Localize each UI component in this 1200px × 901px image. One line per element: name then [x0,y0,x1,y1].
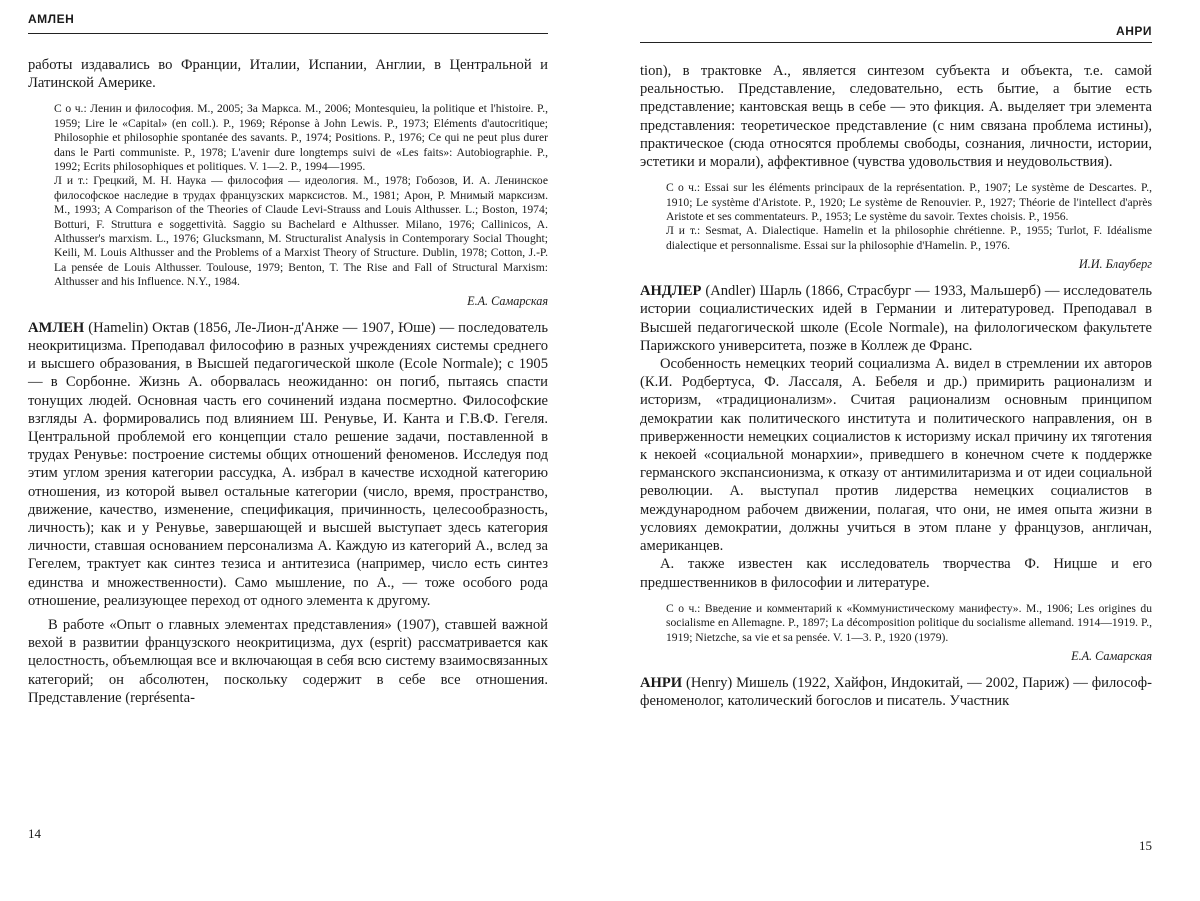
running-header-right: АНРИ [1116,24,1152,38]
henry-paragraph-1: (Henry) Мишель (1922, Хайфон, Индокитай, — 2002, Париж) — философ-феноменолог, католический богослов и писатель. Участник [640,674,1152,710]
andler-author: Е.А. Самарская [1071,648,1152,663]
andler-paragraph-3: А. также известен как исследователь творчества Ф. Ницше и его предшественников в философии и литературе. [640,556,1152,591]
hamelin-literature: Л и т.: Sesmat, A. Dialectique. Hamelin et la philosophie chrétienne. P., 1955; Turlot, F. Idéalisme dialectique et personnalisme. Essai sur la philosophie d'Hamelin. P., 1976. [666,224,1152,252]
page-number-left: 14 [28,826,41,841]
althusser-author: Е.А. Самарская [467,293,548,308]
hamelin-paragraph-1: (Hamelin) Октав (1856, Ле-Лион-д'Анже — 1907, Юше) — последователь неокритицизма. Преподавал философию в разных учреждениях системы среднего и высшего образования, в Высшей педагогической школе (Ecole Normale); с 1905 — в Сорбонне. Жизнь А. оборвалась неожиданно: он погиб, пытаясь спасти тонущих людей. Основная часть его сочинений издана посмертно. Философские взгляды А. формировались под влиянием Ш. Ренувье, И. Канта и Г.В.Ф. Гегеля. Центральной проблемой его концепции стало решение задачи, поставленной в трудах Ренувье: построение системы общих отношений феноменов. Исследуя под этим углом зрения категории рассудка, А. избрал в качестве исходной категорию отношения, из которой вывел остальные категории (число, время, пространство, движение, качество, изменение, спецификация, причинность, целесообразность, личность); как и у Ренувье, завершающей и высшей выступает здесь категория личности, ставшая основанием персонализма А. Каждую из категорий А., вслед за Гегелем, трактует как синтез тезиса и антитезиса (например, число есть синтез единства и множественности). Само мышление, по А., — тоже особого рода отношение, реализующее переход от одного элемента к другому. [28,319,548,609]
althusser-literature: Л и т.: Грецкий, М. Н. Наука — философия — идеология. М., 1978; Гобозов, И. А. Ленинское философское наследие в трудах французских марксистов. М., 1981; Арон, Р. Мнимый марксизм. М., 1993; A Comparison of the Theories of Claude Levi-Strauss and Louis Althusser. L.; Boston, 1974; Botturi, F. Struttura e soggettività. Saggio su Bachelard e Althusser. Milano, 1976; Callinicos, A. Althusser's marxism. L., 1976; Glucksmann, M. Structuralist Analysis in Contemporary Social Thought; Keili, M. Louis Althusser and the Problems of a Marxist Theory of Structure. Dublin, 1978; Cotton, J.-P. La pensée de Louis Althusser. Toulouse, 1979; Benton, T. The Rise and Fall of Structural Marxism: Althusser and his Influence. N.Y., 1984. [54,174,548,289]
andler-headword: АНДЛЕР [640,283,702,300]
right-text-column [640,62,1152,710]
hamelin-headword: АМЛЕН [28,319,85,336]
althusser-works: С о ч.: Ленин и философия. М., 2005; За Маркса. М., 2006; Montesquieu, la politique et l'histoire. P., 1959; Lire le «Capital» (en coll.). P., 1969; Réponse à John Lewis. P., 1973; Eléments d'autocritique; Philosophie et philosophie spontanée des savants. P., 1974; Positions. P., 1976; Ce qui ne peut plus durer dans le Parti communiste. P., 1978; L'avenir dure longtemps suivi de «Les faits»: Autobiographie. P., 1992; Ecrits philosophiques et politiques. V. 1—2. P., 1994—1995. [54,102,548,174]
page-number-right: 15 [1139,838,1152,853]
hamelin-author: И.И. Блауберг [1078,257,1152,272]
hamelin-continuation: tion), в трактовке А., является синтезом субъекта и объекта, т.е. самой реальностью. Представление, следовательно, есть бытие, а бытие есть представление; кантовская вещь в себе — это фикция. А. выделяет три элемента представления: теоретическое представление (с ним связана проблема истины), практическое (сюда относятся проблемы свободы, сознания, личности, истории, эстетики и морали), аффективное (чувства удовольствия и неудовольствия). [640,63,1152,171]
andler-works: С о ч.: Введение и комментарий к «Коммунистическому манифесту». М., 1906; Les origines du socialisme en Allemagne. P., 1897; La décomposition politique du socialisme allemand. 1914—1919. P., 1919; Nietzche, sa vie et sa pensée. V. 1—3. P., 1920 (1979). [666,601,1152,644]
althusser-continuation: работы издавались во Франции, Италии, Испании, Англии, в Центральной и Латинской Америке. [28,57,548,92]
header-rule-right [640,42,1152,43]
header-rule-left [28,33,548,34]
left-page [0,0,580,901]
henry-entry [640,674,1152,710]
left-text-column [28,56,548,707]
andler-entry [640,282,1152,355]
henry-headword: АНРИ [640,674,683,691]
andler-paragraph-2: Особенность немецких теорий социализма А. видел в стремлении их авторов (К.И. Родбертуса, Ф. Лассаля, А. Бебеля и др.) примирить рационализм и историзм, «традиционализм». Считая рационализм основным принципом демократии как политического института и политического направления, он в приверженности немецких социалистов к историзму искал причину их тяготения к некоей «социальной монархии», приведшего в конечном счете к поддержке германского экспансионизма, к отказу от антимилитаризма и от идеи социальной революции. А. выступал против лидерства немецких социалистов в международном рабочем движении, полагая, что они, не имея опыта жизни в условиях демократии, должны учиться в этом плане у французов, англичан, американцев. [640,356,1152,555]
hamelin-paragraph-2: В работе «Опыт о главных элементах представления» (1907), ставшей важной вехой в развитии французского неокритицизма, дух (esprit) рассматривается как целостность, объемлющая все и включающая в себя всю систему взаимосвязанных категорий; он абсолютен, поскольку содержит в себе все отношения. Представление (représenta- [28,616,548,706]
hamelin-works: С о ч.: Essai sur les éléments principaux de la représentation. P., 1907; Le système de Descartes. P., 1910; Le système d'Aristote. P., 1920; Le système de Renouvier. P., 1927; Théorie de l'intellect d'après Aristote et ses commentateurs. P., 1953; Le système du savoir. Textes choisis. P., 1956. [666,181,1152,224]
hamelin-entry [28,319,548,610]
right-page [620,0,1200,901]
andler-paragraph-1: (Andler) Шарль (1866, Страсбург — 1933, Мальшерб) — исследователь истории социалистических идей в Германии и литературовед. Преподавал в Высшей педагогической школе (Ecole Normale), на филологическом факультете Парижского университета, позже в Коллеж де Франс. [640,283,1152,354]
running-header-left: АМЛЕН [28,12,75,26]
